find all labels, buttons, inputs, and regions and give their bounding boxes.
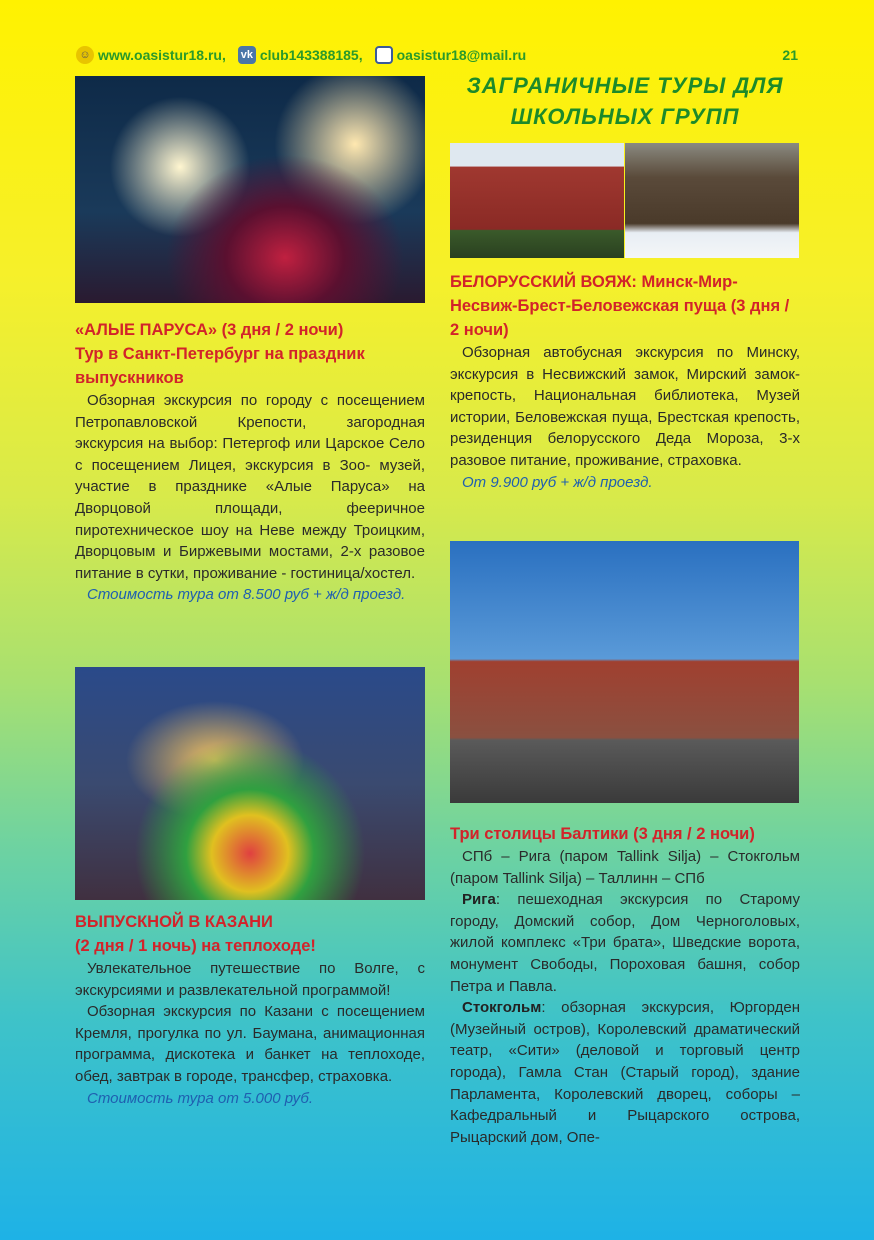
scarlet-sails-tour — [75, 318, 425, 606]
email-link[interactable]: oasistur18@mail.ru — [375, 46, 527, 64]
tour-description: Увлекательное путешествие по Волге, с экскурсиями и развлекательной программой! — [75, 960, 425, 999]
website-link[interactable]: ☺ www.oasistur18.ru, — [76, 46, 226, 64]
kazan-tour — [75, 910, 425, 1109]
web-icon: ☺ — [76, 46, 94, 64]
riga-description: Рига: пешеходная экскурсия по Старому городу, Домский собор, Дом Черноголовых, жилой комплекс «Три брата», Шведские ворота, монумент Свободы, Пороховая башня, собор Петра и Павла. — [450, 891, 800, 995]
bison-photo — [625, 143, 799, 258]
tour-title: ВЫПУСКНОЙ В КАЗАНИ — [75, 913, 273, 931]
contact-header — [76, 44, 798, 66]
tour-description: Обзорная экскурсия по городу с посещением Петропавловской Крепости, загородная экскурсия на выбор: Петергоф или Царское Село с посещением Лицея, экскурсия в Зоо- музей, участие в празднике «Алые Паруса» на Дворцовой площади, фееричное пиротехническое шоу на Неве между Троицким, Дворцовым и Биржевыми мостами, 2-х разовое питание в сутки, проживание - гостиница/хостел. — [75, 392, 425, 582]
scarlet-sails-photo — [75, 76, 425, 303]
tour-title: «АЛЫЕ ПАРУСА» (3 дня / 2 ночи) — [75, 321, 344, 339]
vk-icon: vk — [238, 46, 256, 64]
tour-route: СПб – Рига (паром Tallink Silja) – Стокгольм (паром Tallink Silja) – Таллинн – СПб — [450, 848, 800, 887]
tour-title: Три столицы Балтики (3 дня / 2 ночи) — [450, 825, 755, 843]
vk-link[interactable]: vk club143388185, — [238, 46, 363, 64]
tour-price: Стоимость тура от 5.000 руб. — [87, 1089, 314, 1107]
tour-description: Обзорная экскурсия по Казани с посещением Кремля, прогулка по ул. Баумана, анимационная программа, дискотека и банкет на теплоходе, обед, завтрак в городе, трансфер, страховка. — [75, 1003, 425, 1085]
baltic-tour — [450, 822, 800, 1148]
tour-description: Обзорная автобусная экскурсия по Минску, экскурсия в Несвижский замок, Мирский замок-крепость, Национальная библиотека, Музей истории, Беловежская пуща, Брестская крепость, резиденция белорусского Деда Мороза, 3-х разовое питание, проживание, страховка. — [450, 344, 800, 469]
section-title: ЗАГРАНИЧНЫЕ ТУРЫ ДЛЯ ШКОЛЬНЫХ ГРУПП — [466, 73, 784, 129]
tour-title: БЕЛОРУССКИЙ ВОЯЖ: Минск-Мир-Несвиж-Брест-Беловежская пуща (3 дня / 2 ночи) — [450, 273, 790, 339]
tour-subtitle: Тур в Санкт-Петербург на праздник выпускников — [75, 345, 365, 387]
tour-price: От 9.900 руб + ж/д проезд. — [462, 473, 653, 491]
stockholm-description: Стокгольм: обзорная экскурсия, Юргорден (Музейный остров), Королевский драматический театр, «Сити» (деловой и торговый центр города), Гамла Стан (Старый город), здание Парламента, Королевский дворец, соборы – Кафедральный и Рыцарского острова, Рыцарский дом, Опе- — [450, 999, 800, 1146]
mail-icon — [375, 46, 393, 64]
page-number: 21 — [782, 47, 798, 63]
tour-subtitle: (2 дня / 1 ночь) на теплоходе! — [75, 937, 316, 955]
brest-fortress-photo — [450, 143, 624, 258]
belarus-tour — [450, 270, 800, 493]
riga-old-town-photo — [450, 541, 799, 803]
kazan-boat-photo — [75, 667, 425, 900]
tour-price: Стоимость тура от 8.500 руб + ж/д проезд. — [87, 586, 406, 604]
